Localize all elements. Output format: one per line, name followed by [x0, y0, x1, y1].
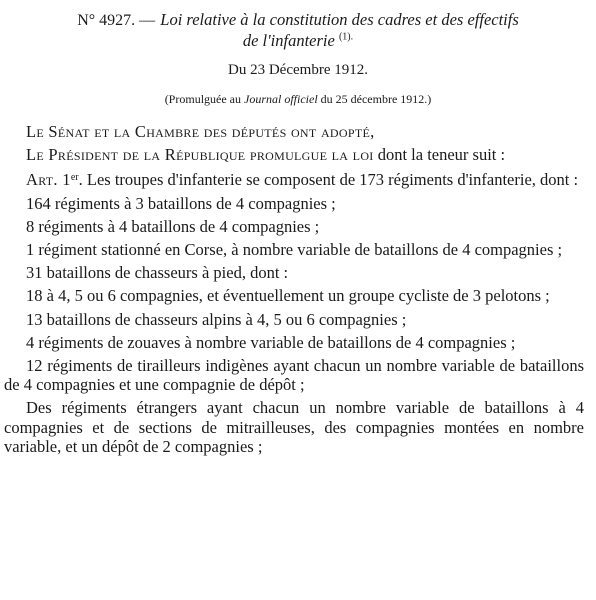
preamble-president-rest: dont la teneur suit :	[377, 145, 506, 165]
list-item: 18 à 4, 5 ou 6 compagnies, et éventuellement un groupe cycliste de 3 pelotons ;	[26, 286, 550, 306]
promulgation-note	[0, 92, 596, 107]
list-item: 4 régiments de zouaves à nombre variable de bataillons de 4 compagnies ;	[26, 332, 516, 352]
law-body	[4, 122, 584, 456]
preamble-president-caps: Le Président de la République promulgue la loi	[26, 145, 374, 165]
article-intro-text: . Les troupes d'infanterie se composent de 173 régiments d'infanterie, dont :	[78, 170, 579, 190]
preamble-senat	[4, 122, 584, 141]
list-item: 1 régiment stationné en Corse, à nombre variable de bataillons de 4 compagnies ;	[26, 240, 563, 260]
footnote-mark: (1).	[338, 31, 354, 43]
preamble-president	[4, 145, 584, 164]
list-item: Des régiments étrangers ayant chacun un nombre variable de bataillons à 4 compagnies et de sections de mitrailleuses, des compagnies montées en nombre variable, et un dépôt de 2 compagnies ;	[4, 398, 584, 456]
promulgation-suffix: du 25 décembre 1912.)	[320, 92, 432, 106]
list-item: 31 bataillons de chasseurs à pied, dont :	[26, 263, 289, 283]
list-item: 13 bataillons de chasseurs alpins à 4, 5 ou 6 compagnies ;	[26, 309, 407, 329]
journal-name: Journal officiel	[244, 92, 318, 106]
article-label: Art. 1	[26, 170, 71, 190]
list-item: 164 régiments à 3 bataillons de 4 compagnies ;	[26, 193, 336, 213]
list-item: 8 régiments à 4 bataillons de 4 compagnies ;	[26, 216, 320, 236]
law-date: Du 23 Décembre 1912.	[228, 62, 368, 78]
preamble-senat-text: Le Sénat et la Chambre des députés ont adopté,	[26, 122, 375, 141]
law-title-continued: de l'infanterie	[242, 31, 335, 50]
law-title-line-2	[0, 31, 596, 51]
law-title: Loi relative à la constitution des cadres et des effectifs	[160, 10, 519, 29]
law-title-line-1	[0, 10, 596, 30]
list-item: 12 régiments de tirailleurs indigènes ayant chacun un nombre variable de bataillons de 4 compagnies et une compagnie de dépôt ;	[4, 356, 584, 395]
promulgation-prefix: (Promulguée au	[164, 92, 241, 106]
law-number: N° 4927. —	[77, 12, 156, 29]
article-1-intro	[4, 168, 584, 189]
article-label-sup: er	[70, 172, 79, 184]
